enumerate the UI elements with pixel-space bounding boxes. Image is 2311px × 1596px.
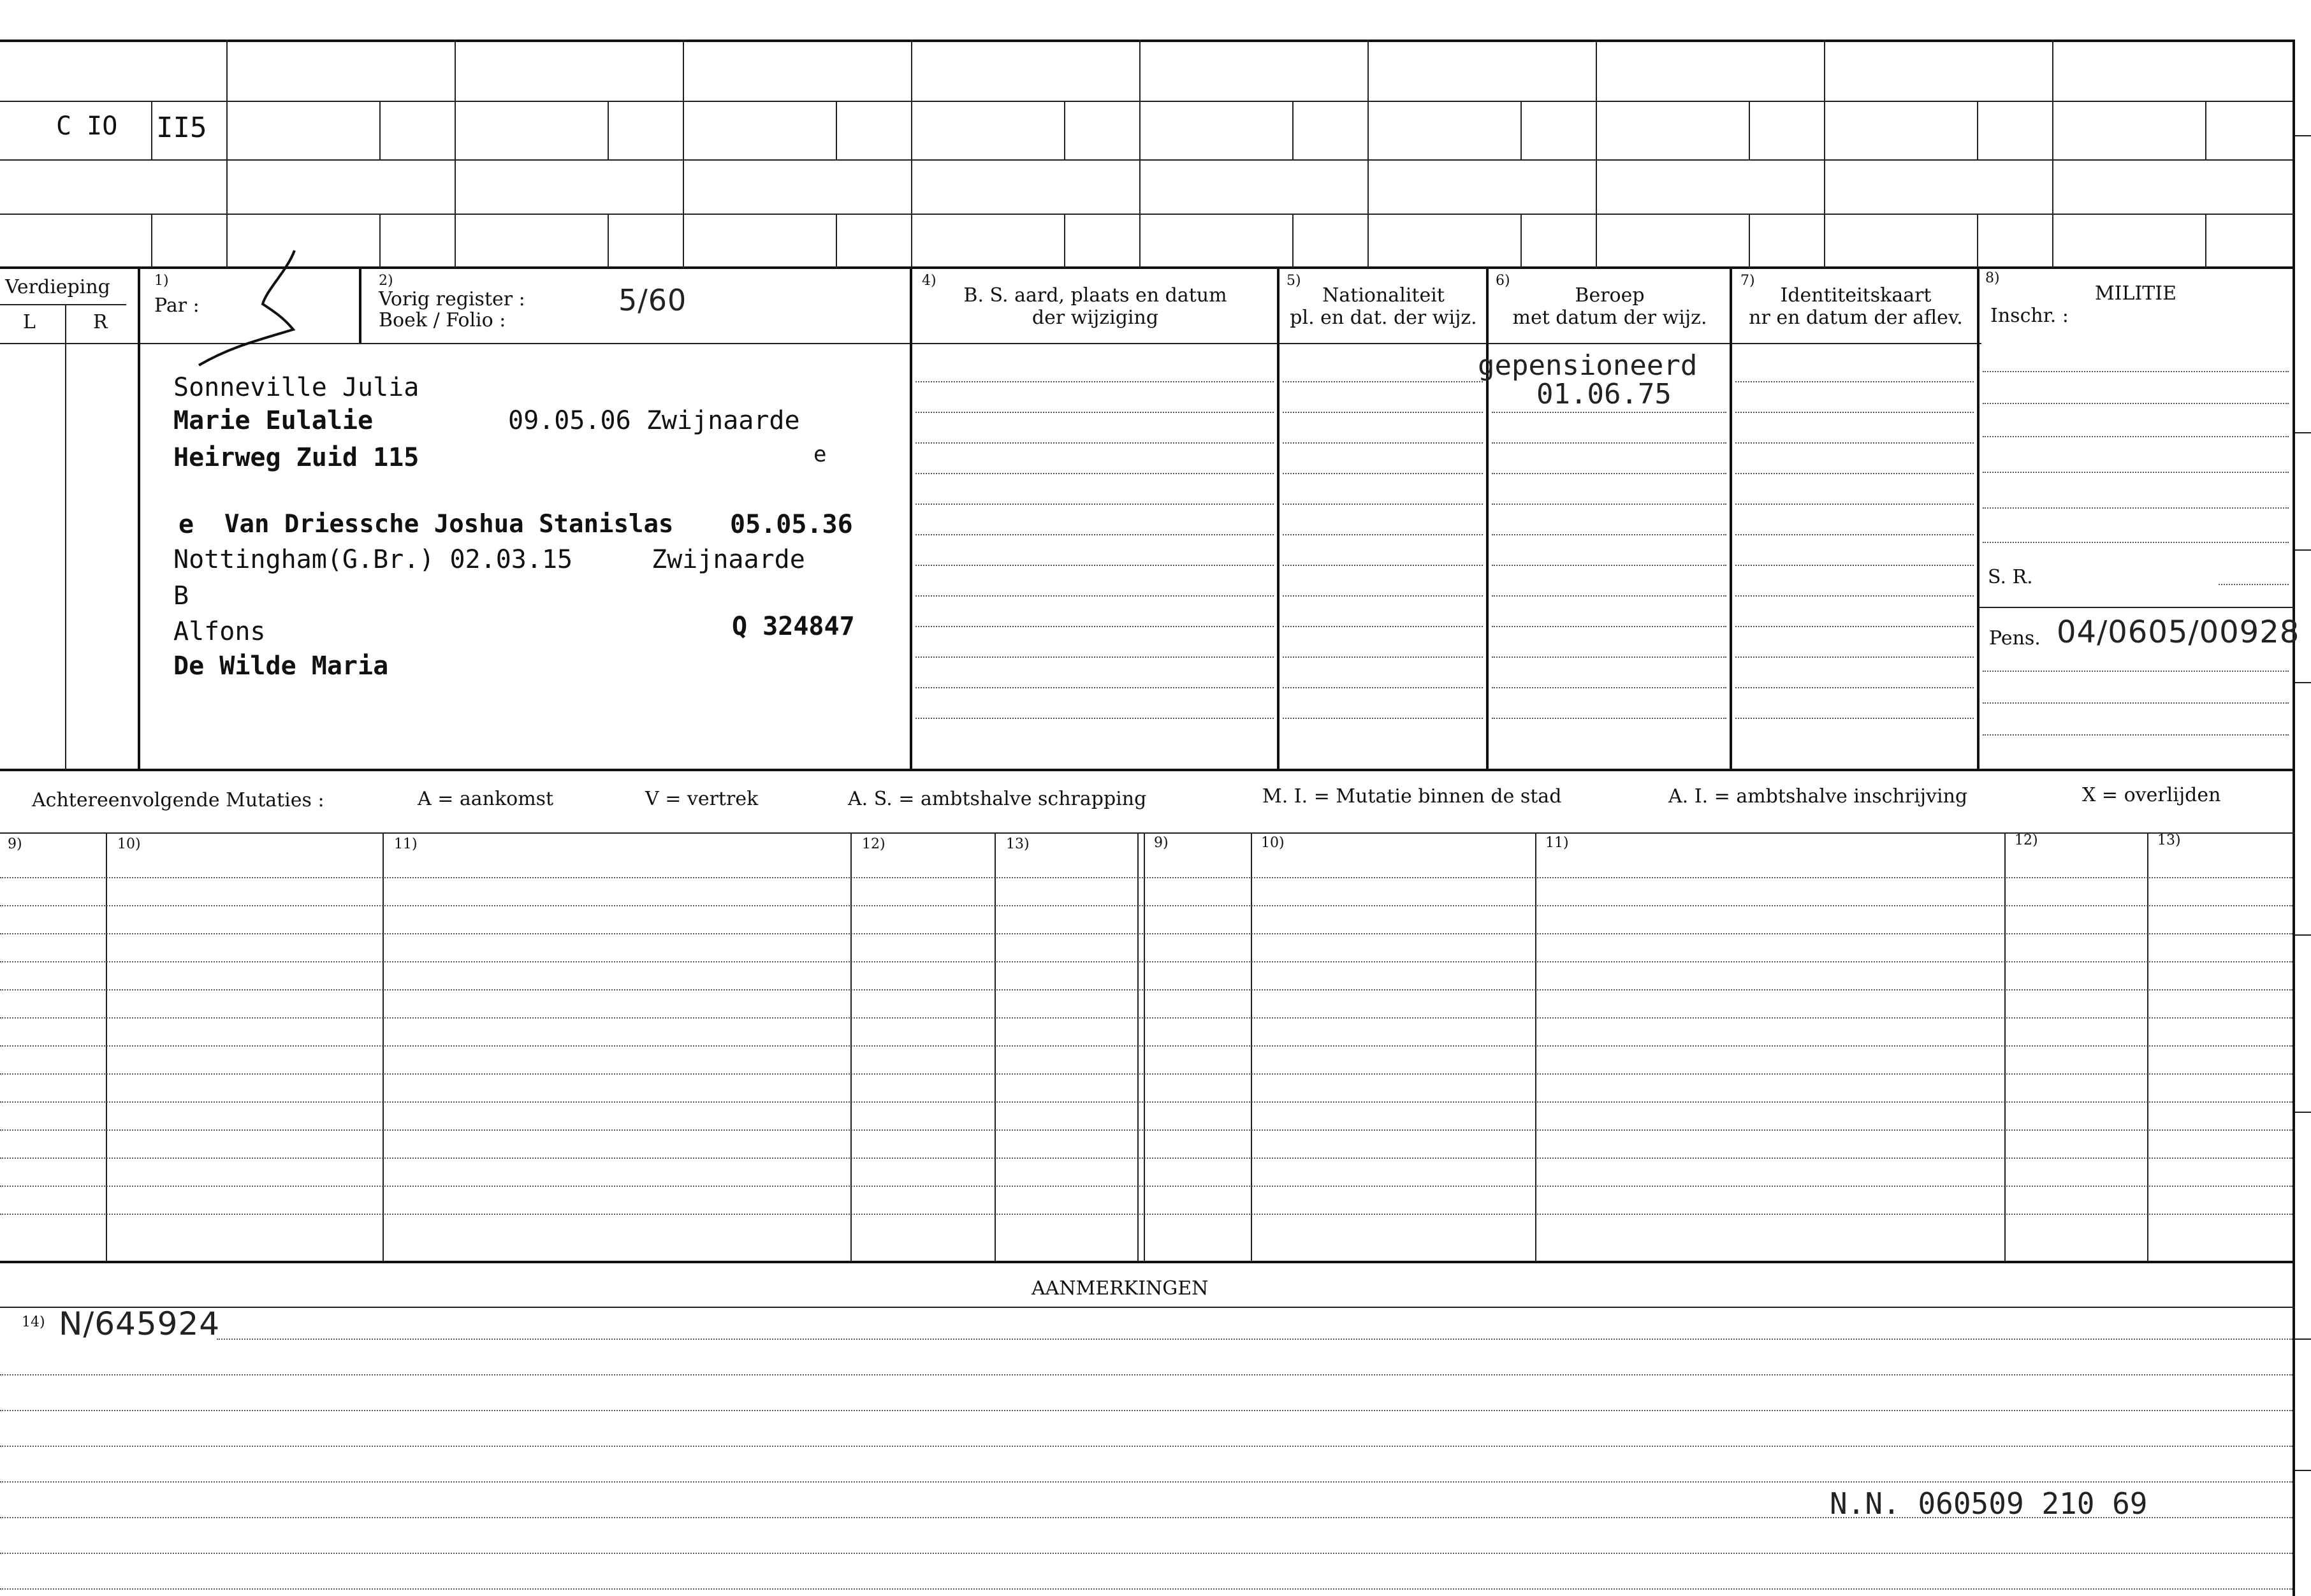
- grid-vline: [1139, 40, 1141, 268]
- pens-label: Pens.: [1989, 627, 2041, 649]
- grid-line: [0, 101, 2295, 102]
- grid-vline: [1824, 40, 1825, 268]
- person-line3-mark: e: [813, 442, 827, 467]
- main-bottom-line: [0, 769, 2295, 771]
- vline-par: [359, 268, 361, 343]
- vline-col4: [910, 268, 912, 770]
- par-checkmark-icon: [191, 245, 319, 373]
- right-border: [2293, 40, 2295, 1596]
- grid-minor-vline: [1977, 214, 1978, 268]
- mut-col9: 9): [8, 836, 22, 852]
- col7-num: 7): [1740, 273, 1755, 289]
- col5-num: 5): [1287, 273, 1301, 289]
- mutation-table-top: [0, 832, 2295, 834]
- verdieping-underline: [0, 304, 126, 305]
- vline-verdieping: [138, 268, 140, 770]
- sr-line: [2219, 584, 2289, 585]
- grid-minor-vline: [1520, 214, 1522, 268]
- person-line2-name: Marie Eulalie: [173, 406, 374, 435]
- mut-col9b: 9): [1154, 835, 1169, 851]
- grid-minor-vline: [379, 214, 381, 268]
- col7-header-line2: nr en datum der aflev.: [1749, 307, 1963, 329]
- boek-label: Boek / Folio :: [379, 309, 506, 331]
- grid-vline: [226, 40, 228, 268]
- grid-vline: [1596, 40, 1597, 268]
- mutaties-title: Achtereenvolgende Mutaties :: [32, 789, 324, 811]
- person-line5-place2: Zwijnaarde: [652, 545, 805, 574]
- grid-minor-vline: [836, 101, 837, 159]
- grid-vline: [911, 40, 912, 268]
- grid-minor-vline: [2205, 101, 2206, 159]
- person-line4-spouse: Van Driessche Joshua Stanislas: [224, 510, 674, 539]
- mut-vline: [995, 832, 996, 1261]
- person-line2-birth: 09.05.06 Zwijnaarde: [508, 406, 800, 435]
- aanmerkingen-value: N/645924: [59, 1305, 221, 1342]
- mut-vline: [383, 832, 384, 1261]
- grid-vline: [455, 40, 456, 268]
- top-border: [0, 40, 2295, 42]
- col5-header-line1: Nationaliteit: [1322, 284, 1445, 307]
- person-line4-prefix: e: [179, 510, 194, 539]
- person-line8: De Wilde Maria: [173, 651, 389, 681]
- grid-minor-vline: [1064, 101, 1065, 159]
- col-l-label: L: [23, 311, 36, 333]
- vorig-label: Vorig register :: [379, 288, 525, 310]
- mutatie-a: A = aankomst: [418, 788, 554, 810]
- grid-minor-vline: [1749, 214, 1750, 268]
- grid-minor-vline: [1749, 101, 1750, 159]
- beroep-value: gepensioneerd: [1478, 349, 1698, 382]
- beroep-date: 01.06.75: [1536, 378, 1672, 410]
- grid-minor-vline: [379, 101, 381, 159]
- grid-minor-vline: [1064, 214, 1065, 268]
- mut-col13: 13): [1006, 836, 1030, 852]
- par-label: Par :: [154, 294, 200, 317]
- col4-header-line2: der wijziging: [1032, 307, 1159, 329]
- sr-label: S. R.: [1988, 566, 2033, 588]
- person-line7-name: Alfons: [173, 617, 266, 646]
- grid-minor-vline: [1292, 101, 1294, 159]
- person-line6: B: [173, 581, 189, 611]
- col8-title: MILITIE: [2094, 282, 2177, 305]
- mut-col12b: 12): [2015, 832, 2038, 848]
- national-number: N.N. 060509 210 69: [1830, 1486, 2148, 1521]
- mut-col11: 11): [394, 836, 418, 852]
- col4-header-line1: B. S. aard, plaats en datum: [963, 284, 1227, 307]
- grid-minor-vline: [836, 214, 837, 268]
- mutatie-mi: M. I. = Mutatie binnen de stad: [1262, 785, 1562, 808]
- mutatie-as: A. S. = ambtshalve schrapping: [848, 788, 1147, 810]
- mut-col13b: 13): [2157, 832, 2181, 848]
- col4-num: 4): [922, 273, 937, 289]
- card-code: C IO: [56, 112, 118, 141]
- grid-minor-vline: [1520, 101, 1522, 159]
- vline-col6: [1486, 268, 1489, 770]
- mut-col12: 12): [862, 836, 886, 852]
- mutation-table-bottom: [0, 1261, 2295, 1263]
- mut-col11b: 11): [1545, 835, 1569, 851]
- person-line5-place: Nottingham(G.Br.) 02.03.15: [173, 545, 573, 574]
- col8-num: 8): [1985, 270, 2000, 286]
- vline-col7: [1730, 268, 1732, 770]
- mut-vline: [2004, 832, 2006, 1261]
- col6-num: 6): [1496, 273, 1510, 289]
- mutatie-v: V = vertrek: [645, 788, 759, 810]
- grid-minor-vline: [151, 214, 152, 268]
- vorig-value: 5/60: [618, 283, 687, 317]
- vline-lr: [65, 304, 66, 770]
- grid-minor-vline: [608, 214, 609, 268]
- grid-line: [0, 214, 2295, 215]
- par-num: 1): [154, 273, 169, 289]
- col6-header-line1: Beroep: [1575, 284, 1645, 307]
- mut-col10: 10): [117, 836, 141, 852]
- aanmerkingen-num: 14): [22, 1314, 45, 1330]
- mut-vline: [1144, 832, 1145, 1261]
- vorig-num: 2): [379, 273, 393, 289]
- mut-vline: [1137, 832, 1139, 1261]
- grid-minor-vline: [151, 101, 152, 159]
- mutatie-ai: A. I. = ambtshalve inschrijving: [1668, 785, 1968, 808]
- vline-col8: [1977, 268, 1979, 770]
- col6-header-line2: met datum der wijz.: [1512, 307, 1707, 329]
- verdieping-label: Verdieping: [5, 276, 110, 298]
- person-line3: Heirweg Zuid 115: [173, 443, 419, 472]
- grid-minor-vline: [1292, 214, 1294, 268]
- pens-value: 04/0605/00928: [2057, 614, 2300, 650]
- grid-minor-vline: [2205, 214, 2206, 268]
- mutatie-x: X = overlijden: [2082, 784, 2221, 806]
- grid-minor-vline: [1977, 101, 1978, 159]
- mut-vline: [106, 832, 107, 1261]
- grid-vline: [1367, 40, 1369, 268]
- aanmerkingen-title: AANMERKINGEN: [1032, 1277, 1209, 1300]
- mut-vline: [1251, 832, 1252, 1261]
- mut-vline: [1535, 832, 1536, 1261]
- mut-vline: [850, 832, 852, 1261]
- vline-col5: [1277, 268, 1279, 770]
- grid-line: [0, 266, 2295, 269]
- card-number: II5: [156, 112, 207, 144]
- grid-line: [0, 159, 2295, 161]
- mut-vline: [2147, 832, 2148, 1261]
- grid-vline: [2052, 40, 2053, 268]
- person-line1: Sonneville Julia: [173, 373, 419, 402]
- col5-header-line2: pl. en dat. der wijz.: [1290, 307, 1477, 329]
- col-r-label: R: [93, 311, 108, 333]
- col7-header-line1: Identiteitskaart: [1780, 284, 1932, 307]
- mut-col10b: 10): [1261, 835, 1285, 851]
- person-line7-id: Q 324847: [732, 612, 855, 641]
- grid-minor-vline: [608, 101, 609, 159]
- person-line4-date: 05.05.36: [730, 510, 853, 539]
- grid-vline: [683, 40, 684, 268]
- col8-inschr: Inschr. :: [1990, 305, 2069, 327]
- aanmerkingen-line: [0, 1307, 2295, 1308]
